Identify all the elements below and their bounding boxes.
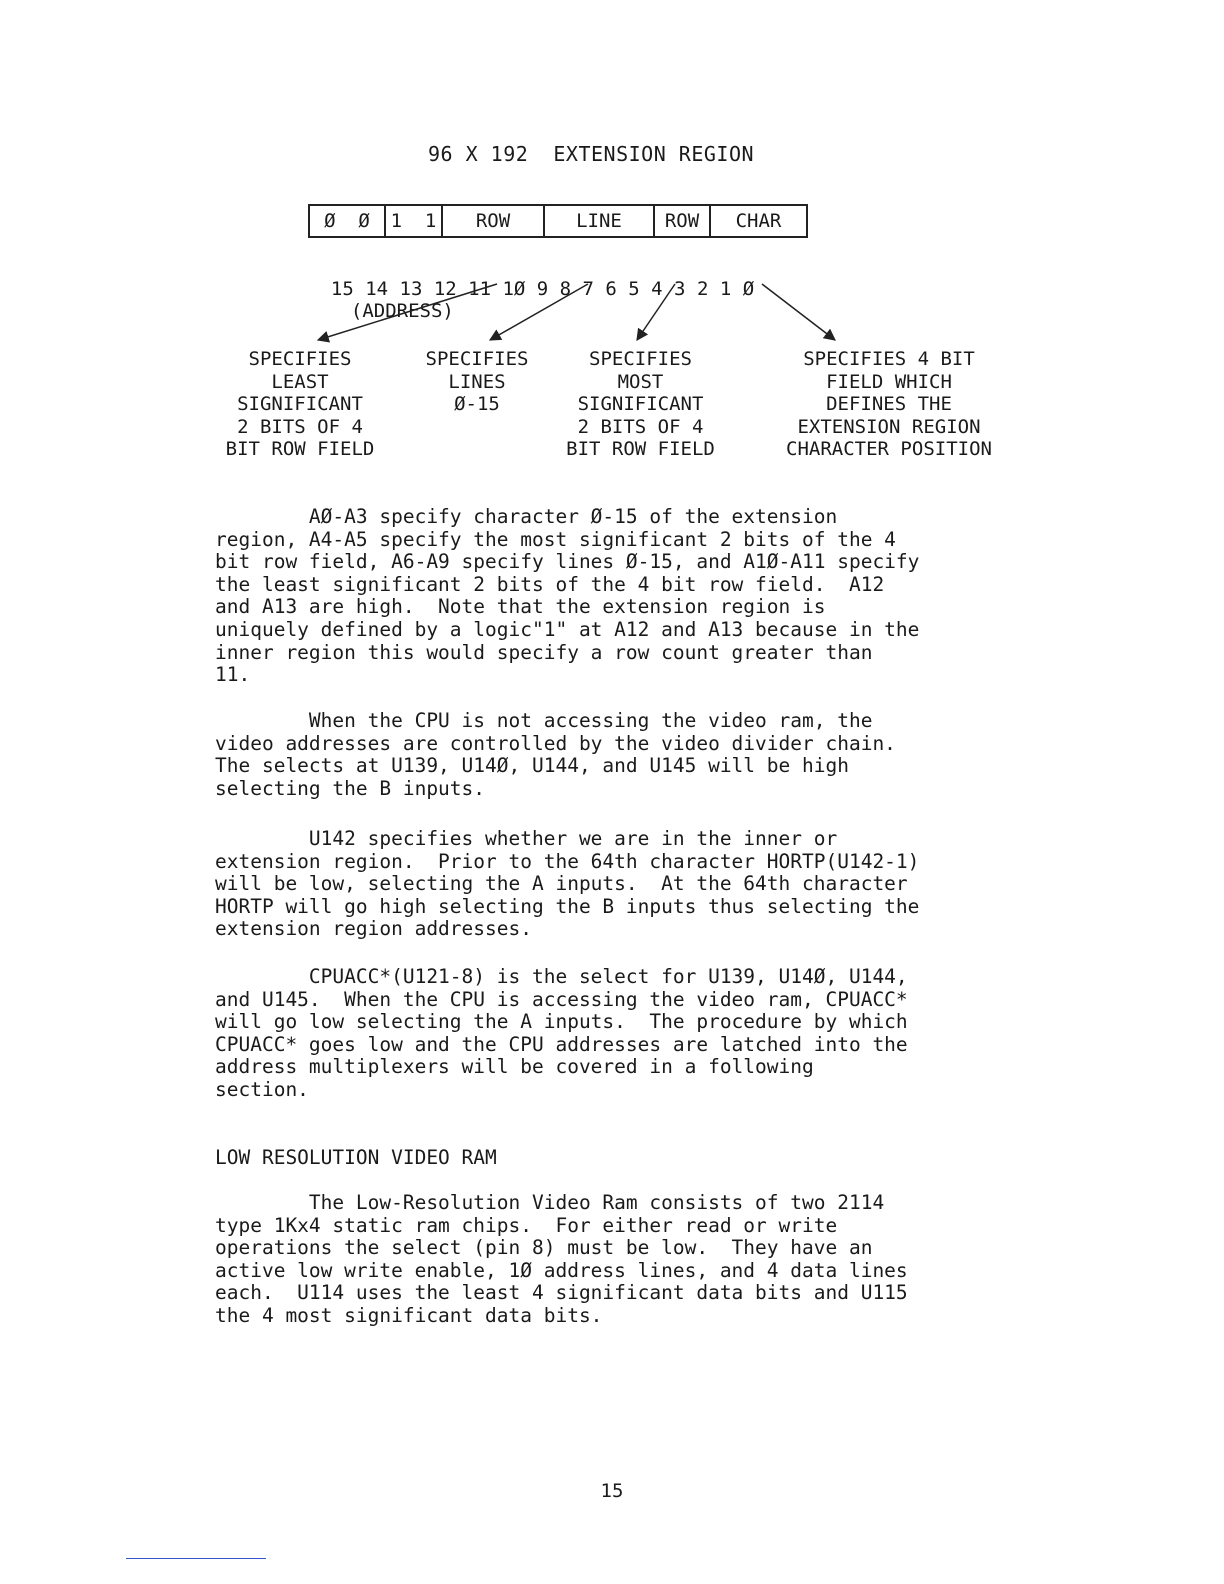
pointer-arrows [0, 0, 1224, 360]
bit-numbers: 15 14 13 12 11 1Ø 9 8 7 6 5 4 3 2 1 Ø [330, 278, 755, 300]
diagram-title: 96 X 192 EXTENSION REGION [427, 142, 755, 166]
paragraph-video-divider: When the CPU is not accessing the video ram, the video addresses are controlled by the video divider chain. The selects at U139, U14Ø, U144, and U145 will be high selecting the B inputs. [215, 709, 896, 800]
arrow-bits-11-10 [318, 284, 497, 340]
paragraph-low-res-ram: The Low-Resolution Video Ram consists of two 2114 type 1Kx4 static ram chips. For either read or write operations the select (pin 8) must be low. They have an active low write enable, 1Ø address lines, and 4 data lines each. U114 uses the least 4 significant data bits and U115 the 4 most significant data bits. [215, 1191, 908, 1327]
paragraph-u142: U142 specifies whether we are in the inner or extension region. Prior to the 64th character HORTP(U142-1) will be low, selecting the A inputs. At the 64th character HORTP will go high selecting the B inputs thus selecting the extension region addresses. [215, 827, 920, 941]
annotation-character-position: SPECIFIES 4 BIT FIELD WHICH DEFINES THE EXTENSION REGION CHARACTER POSITION [786, 348, 992, 461]
annotation-least-significant-row: SPECIFIES LEAST SIGNIFICANT 2 BITS OF 4 BIT ROW FIELD [225, 348, 375, 461]
register-cell-char: CHAR [735, 210, 782, 232]
arrow-bits-3-0 [762, 284, 835, 340]
paragraph-address-bits: AØ-A3 specify character Ø-15 of the extension region, A4-A5 specify the most significant 2 bits of the 4 bit row field, A6-A9 specify lines Ø-15, and A1Ø-A11 specify the least significant 2 bits of the 4 bit row field. A12 and A13 are high. Note that the extension region is uniquely defined by a logic"1" at A12 and A13 because in the inner region this would specify a row count greater than 11. [215, 505, 920, 687]
annotation-most-significant-row: SPECIFIES MOST SIGNIFICANT 2 BITS OF 4 BIT ROW FIELD [566, 348, 715, 461]
address-caption: (ADDRESS) [350, 300, 454, 322]
arrow-bits-9-6 [490, 284, 588, 340]
page-number: 15 [600, 1480, 624, 1502]
footer-rule [126, 1558, 266, 1559]
arrow-bits-5-4 [637, 284, 675, 340]
register-cell-bits-13-12: 1 1 [386, 206, 443, 236]
section-heading: LOW RESOLUTION VIDEO RAM [215, 1146, 497, 1169]
paragraph-cpuacc: CPUACC*(U121-8) is the select for U139, U14Ø, U144, and U145. When the CPU is accessing the video ram, CPUACC* will go low selecting the A inputs. The procedure by which CPUACC* goes low and the CPU addresses are latched into the address multiplexers will be covered in a following section. [215, 965, 908, 1101]
register-cell-row-low: ROW [655, 206, 711, 236]
register-cell-row-high: ROW [443, 206, 545, 236]
register-cell-line: LINE [545, 206, 655, 236]
annotation-lines: SPECIFIES LINES Ø-15 [425, 348, 529, 416]
register-cell-bits-15-14: Ø Ø [310, 206, 386, 236]
